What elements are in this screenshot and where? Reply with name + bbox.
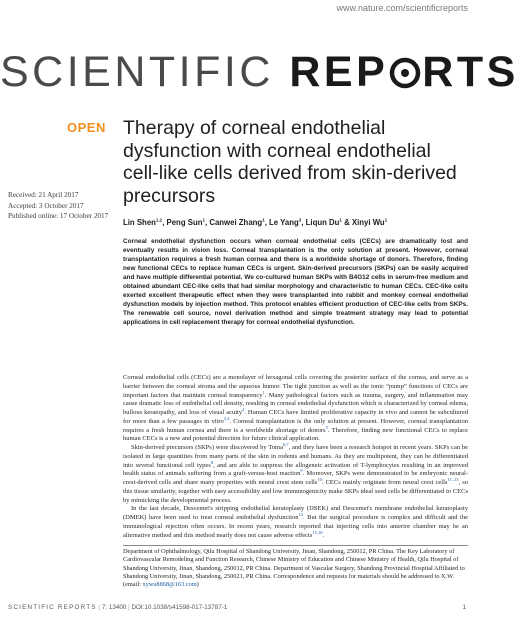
journal-url[interactable]: www.nature.com/scientificreports: [336, 3, 468, 13]
abstract: Corneal endothelial dysfunction occurs when corneal endothelial cells (CECs) are dramatically lost and eventually results in vision loss. Corneal transplantation is the only solution at present. However, corneal transplantation requires a fresh human cornea and there is a worldwide shortage of donors. Therefore, finding new functional CECs to replace human CECs is urgent. Skin-derived precursors (SKPs) can be easily acquired and have multiple differential potential. We co-cultured human SKPs with B4G12 cells in serum-free medium and obtained abundant CEC-like cells that had similar morphology and characteristic to human CECs. CEC-like cells exerted excellent therapeutic effect when they were transplanted into rabbit and monkey corneal endothelial dysfunction models by injection method. This protocol enables efficient production of CEC-like cells from SKPs. The renewable cell source, novel derivation method and simple treatment strategy may lead to potential applications in cell replacement therapy for corneal endothelial dysfunction.: [123, 238, 468, 326]
body-text: In the last decade, Descemet's stripping endothelial keratoplasty (DSEK) and Descemet's membrane endothelial keratoplasty (DMEK) have been used to treat corneal endothelial dysfunction: [123, 505, 468, 521]
author-name[interactable]: , Canwei Zhang: [205, 218, 263, 227]
author-name[interactable]: , Le Yang: [264, 218, 299, 227]
body-text: .: [322, 531, 325, 539]
received-date: Received: 21 April 2017: [8, 191, 79, 199]
masthead-o-logo: [388, 48, 422, 97]
body-text: . But the surgical procedure is complex and difficult and the immunological rejection often occurs. In recent years, research reported that injecting cells into anterior chamber may be an alternative method and this method nearly does not cause adverse effects: [123, 514, 468, 539]
masthead-rts: RTS: [422, 48, 519, 96]
author-affiliation-sup: 1: [339, 217, 342, 223]
citation-ref[interactable]: 5: [325, 424, 328, 430]
citation-ref[interactable]: 2: [242, 406, 245, 412]
footer-separator: |: [98, 604, 101, 611]
author-affiliation-sup: 1,2: [155, 217, 163, 223]
author-name[interactable]: , Peng Sun: [162, 218, 203, 227]
author-list: [123, 218, 468, 227]
author-name[interactable]: Lin Shen: [123, 218, 156, 227]
footer-separator: |: [128, 604, 130, 611]
article-title: Therapy of corneal endothelial dysfunction with corneal endothelial cell-like cells derived from skin-derived precursors: [123, 117, 457, 207]
masthead-rep: REP: [289, 48, 389, 96]
article-dates: [8, 190, 120, 222]
author-name[interactable]: & Xinyi Wu: [341, 218, 385, 227]
body-text: . CECs mainly originate from neural crest cells: [321, 479, 448, 486]
body-text: , so this tissue similarity, together with easy accessibility and low immunogenicity make SKPs ideal seed cells be differentiated to CECs by mimicking the developmental process.: [123, 479, 469, 504]
citation-ref[interactable]: 8: [210, 459, 214, 465]
correspondence-email[interactable]: xywu8868@163.com: [142, 581, 197, 589]
body-text: , and are able to suppress the allogeneic activation of T-lymphocytes resulting in an improved health status of animals suffering from a graft-versus-host reaction: [123, 461, 468, 478]
footer-doi[interactable]: DOI:10.1038/s41598-017-13787-1: [131, 604, 228, 611]
footer-journal: SCIENTIFIC REPORTS: [8, 604, 97, 611]
author-affiliation-sup: 1: [262, 217, 265, 223]
citation-ref[interactable]: 1: [262, 389, 265, 395]
footer-citation: 7: 13400: [101, 604, 127, 611]
body-text: . Human CECs have limited proliferative capacity in vivo and cannot be subcultured for more than a few passages in vitro: [123, 409, 468, 425]
body-text: . Many pathological factors such as trauma, surgery, and inflammation may cause dramatic loss of endothelial cell density, resulting in corneal endothelial dysfunction which is characterized by corneal edema, bullous keratopathy, and loss of visual acuity: [123, 391, 469, 416]
affiliation-text-end: ): [196, 581, 199, 589]
author-affiliation-sup: 3: [298, 217, 302, 223]
page-number: 1: [462, 604, 466, 611]
body-text: . Moreover, SKPs were demonstrated to be embryonic neural-crest-derived cells and share many properties with neural crest stem cells: [123, 470, 468, 486]
accepted-date: Accepted: 3 October 2017: [8, 201, 84, 210]
body-text: . Therefore, finding new functional CECs to replace human CECs is a new and potential direction for future clinical application.: [123, 426, 468, 443]
citation-ref[interactable]: 10: [317, 476, 322, 482]
body-text: , and they have been a research hotspot in recent years. SKPs can be isolated in large quantities from many parts of the skin in rodents and humans. As they are multipotent, they can be differentiated into several functional cell types: [123, 444, 468, 469]
body-text: Corneal endothelial cells (CECs) are a monolayer of hexagonal cells covering the posterior surface of the cornea, and serve as a barrier between the corneal stroma and the aqueous humor. The tight junction as well as the ionic “pump” functions of CECs are important factors that maintain corneal transparency: [123, 374, 468, 399]
body-text: . Corneal transplantation is the only solution at present. However, corneal transplantation requires a fresh human cornea and there is a worldwide shortage of donors: [123, 417, 468, 434]
citation-ref[interactable]: 9: [300, 468, 303, 474]
main-text: [123, 374, 468, 540]
journal-masthead: [0, 48, 519, 97]
citation-ref[interactable]: 6,7: [282, 441, 289, 447]
affiliations-footnote: [123, 548, 468, 589]
published-date: Published online: 17 October 2017: [8, 212, 109, 220]
citation-ref[interactable]: 15,16: [312, 529, 323, 535]
citation-ref[interactable]: 11–13: [447, 476, 459, 482]
citation-ref[interactable]: 14: [298, 511, 303, 517]
body-paragraph: [123, 374, 468, 444]
author-name[interactable]: , Liqun Du: [301, 218, 340, 227]
page-footer: [8, 604, 468, 611]
body-paragraph: [123, 505, 468, 540]
footnote-divider: [123, 545, 468, 546]
author-affiliation-sup: 1: [384, 217, 388, 223]
open-access-label: OPEN: [67, 120, 106, 135]
author-affiliation-sup: 1: [202, 217, 205, 223]
body-paragraph: [123, 441, 469, 505]
masthead-scientific: SCIENTIFIC: [0, 48, 290, 96]
body-text: Skin-derived precursors (SKPs) were discovered by Toma: [131, 444, 283, 451]
citation-ref[interactable]: 3,4: [223, 415, 230, 421]
affiliation-text: Department of Ophthalmology, Qilu Hospital of Shandong University, Jinan, Shandong, 250012, PR China. The Key Laboratory of Cardiovascular Remodeling and Function Research, Chinese Ministry of Education and Chinese Ministry of Health, Qilu Hospital of Shandong University, Jinan, Shandong, 250012, PR China. Department of Vascular Surgery, Shandong Provincial Hospital Affiliated to Shandong University, Jinan, Shandong, 250021, PR China. Correspondence and requests for materials should be addressed to X.W. (email:: [123, 548, 465, 589]
